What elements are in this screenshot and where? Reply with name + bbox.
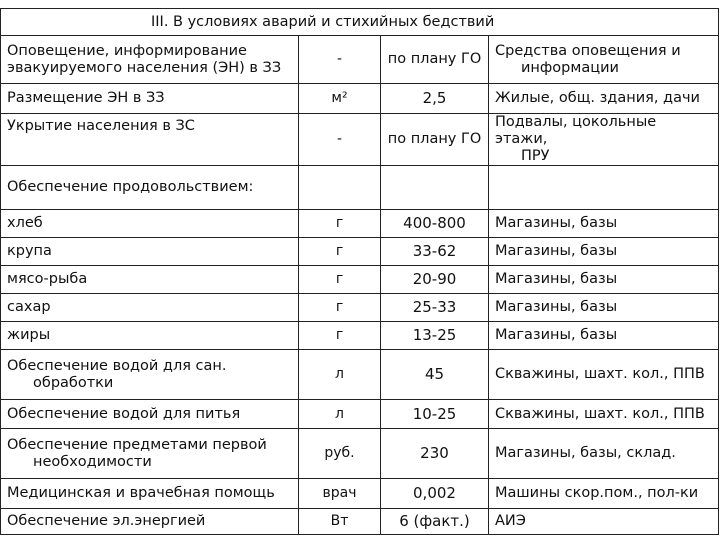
row-value: 13-25 (381, 322, 489, 350)
row-source: Подвалы, цокольные этажи, ПРУ (489, 114, 719, 166)
row-source: Магазины, базы, склад. (489, 429, 719, 479)
table-row (1, 114, 719, 166)
row-name: Обеспечение водой для питья (1, 400, 299, 429)
row-source: Скважины, шахт. кол., ППВ (489, 350, 719, 400)
row-name: Обеспечение продовольствием: (1, 166, 299, 210)
row-value-empty (381, 166, 489, 210)
row-unit: г (299, 266, 381, 294)
table-row (1, 400, 719, 429)
row-name: мясо-рыба (1, 266, 299, 294)
row-unit: г (299, 238, 381, 266)
row-unit: л (299, 350, 381, 400)
table-row (1, 238, 719, 266)
row-unit: г (299, 294, 381, 322)
row-value: по плану ГО (381, 36, 489, 84)
row-source: Магазины, базы (489, 238, 719, 266)
row-value: 20-90 (381, 266, 489, 294)
row-unit: л (299, 400, 381, 429)
row-unit: - (299, 114, 381, 166)
row-value: 25-33 (381, 294, 489, 322)
row-unit: врач (299, 479, 381, 509)
row-name: жиры (1, 322, 299, 350)
row-unit: м² (299, 84, 381, 114)
row-value: 2,5 (381, 84, 489, 114)
row-name: Укрытие населения в ЗС (1, 114, 299, 166)
row-name: Обеспечение водой для сан. обработки (1, 350, 299, 400)
table-row (1, 429, 719, 479)
row-value: 33-62 (381, 238, 489, 266)
table-row (1, 166, 719, 210)
row-value: 230 (381, 429, 489, 479)
row-source: Магазины, базы (489, 266, 719, 294)
row-value: 45 (381, 350, 489, 400)
row-value: 400-800 (381, 210, 489, 238)
table-row (1, 84, 719, 114)
row-unit: г (299, 322, 381, 350)
row-source: Средства оповещения и информации (489, 36, 719, 84)
row-source: Магазины, базы (489, 322, 719, 350)
row-name: Обеспечение эл.энергией (1, 509, 299, 535)
row-source: Скважины, шахт. кол., ППВ (489, 400, 719, 429)
table-row (1, 36, 719, 84)
table-row (1, 322, 719, 350)
row-unit: руб. (299, 429, 381, 479)
row-unit: г (299, 210, 381, 238)
row-source: Магазины, базы (489, 294, 719, 322)
row-value: 0,002 (381, 479, 489, 509)
row-source: Машины скор.пом., пол-ки (489, 479, 719, 509)
row-name: Размещение ЭН в ЗЗ (1, 84, 299, 114)
row-source: Магазины, базы (489, 210, 719, 238)
table-row (1, 350, 719, 400)
row-source: Жилые, общ. здания, дачи (489, 84, 719, 114)
table-row (1, 210, 719, 238)
row-name: хлеб (1, 210, 299, 238)
row-source: АИЭ (489, 509, 719, 535)
table-row (1, 479, 719, 509)
row-name: Обеспечение предметами первой необходимости (1, 429, 299, 479)
row-name: Медицинская и врачебная помощь (1, 479, 299, 509)
norms-table (0, 8, 719, 535)
row-name: сахар (1, 294, 299, 322)
row-source-empty (489, 166, 719, 210)
table-row (1, 294, 719, 322)
row-value: по плану ГО (381, 114, 489, 166)
row-value: 6 (факт.) (381, 509, 489, 535)
row-name: крупа (1, 238, 299, 266)
section-header: III. В условиях аварий и стихийных бедствий (1, 9, 719, 36)
table-header-row (1, 9, 719, 36)
row-unit-empty (299, 166, 381, 210)
row-unit: - (299, 36, 381, 84)
row-value: 10-25 (381, 400, 489, 429)
row-name: Оповещение, информирование эвакуируемого населения (ЭН) в ЗЗ (1, 36, 299, 84)
table-row (1, 509, 719, 535)
row-unit: Вт (299, 509, 381, 535)
table-row (1, 266, 719, 294)
